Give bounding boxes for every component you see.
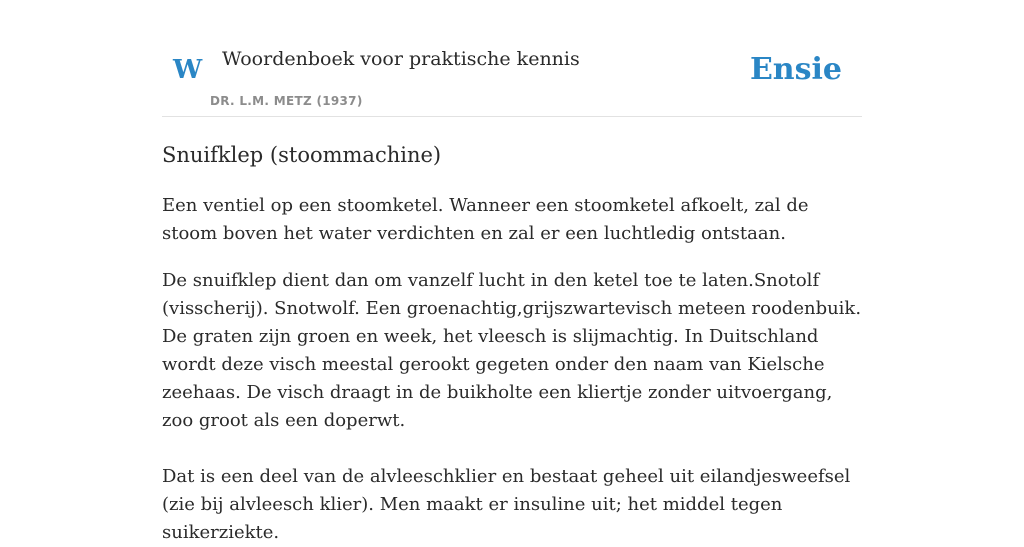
book-header bbox=[162, 0, 862, 117]
entry-content bbox=[162, 140, 862, 547]
entry-paragraph: Een ventiel op een stoomketel. Wanneer een stoomketel afkoelt, zal de stoom boven het water verdichten en zal er een luchtledig ontstaan. bbox=[162, 195, 809, 244]
entry-title: Snuifklep (stoommachine) bbox=[162, 143, 442, 167]
book-title[interactable]: Woordenboek voor praktische kennis bbox=[222, 48, 580, 70]
entry-paragraph: De snuifklep dient dan om vanzelf lucht in den ketel toe te laten.Snotolf (visscherij). Snotwolf. Een groenachtig,grijszwartevisch meteen roodenbuik. De graten zijn groen en week, het vleesch is slijmachtig. In Duitschland wordt deze visch meestal gerookt gegeten onder den naam van Kielsche zeehaas. De visch draagt in de buikholte een kliertje zonder uitvoergang, zoo groot als een doperwt. bbox=[162, 270, 862, 431]
book-logo-icon: W bbox=[173, 55, 203, 85]
entry-paragraph: Dat is een deel van de alvleeschklier en bestaat geheel uit eilandjesweefsel (zie bij alvleesch klier). Men maakt er insuline uit; het middel tegen suikerziekte. bbox=[162, 466, 851, 543]
ensie-logo-link[interactable]: Ensie bbox=[749, 52, 842, 87]
book-author: DR. L.M. METZ (1937) bbox=[210, 94, 363, 108]
